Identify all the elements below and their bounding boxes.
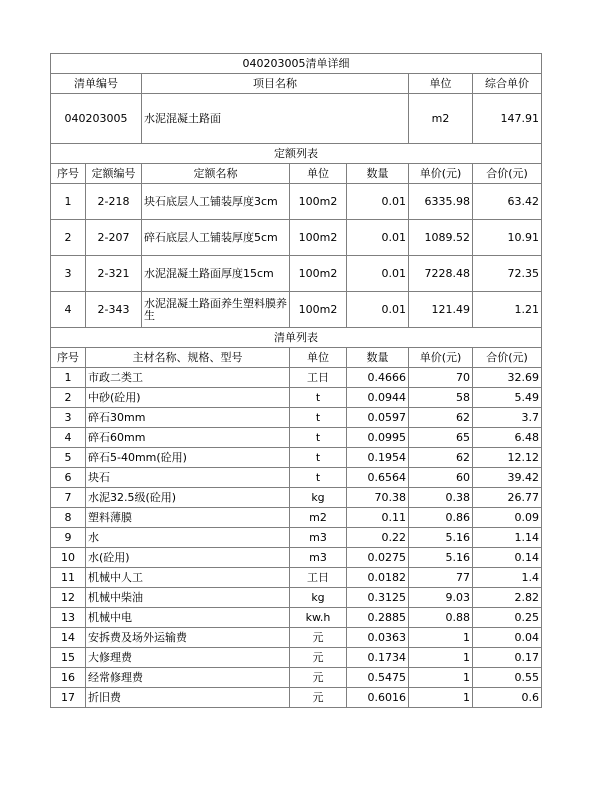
material-name: 安拆费及场外运输费 bbox=[86, 628, 290, 648]
material-qty: 0.11 bbox=[347, 508, 409, 528]
material-row bbox=[51, 608, 542, 628]
material-total: 32.69 bbox=[473, 368, 542, 388]
material-unit: 元 bbox=[290, 688, 347, 708]
quota-name: 块石底层人工铺装厚度3cm bbox=[142, 184, 290, 220]
material-name: 中砂(砼用) bbox=[86, 388, 290, 408]
bill-name: 水泥混凝土路面 bbox=[142, 94, 409, 144]
material-row bbox=[51, 388, 542, 408]
material-unit-price: 0.88 bbox=[409, 608, 473, 628]
material-total: 2.82 bbox=[473, 588, 542, 608]
material-unit-price: 0.38 bbox=[409, 488, 473, 508]
material-unit-price: 65 bbox=[409, 428, 473, 448]
quota-qty: 0.01 bbox=[347, 184, 409, 220]
material-total: 0.09 bbox=[473, 508, 542, 528]
material-unit: 元 bbox=[290, 648, 347, 668]
quota-unit-price: 7228.48 bbox=[409, 256, 473, 292]
quota-seq-header: 序号 bbox=[51, 164, 86, 184]
material-unit-price: 62 bbox=[409, 408, 473, 428]
material-seq-header: 序号 bbox=[51, 348, 86, 368]
material-unit-price: 58 bbox=[409, 388, 473, 408]
bill-price: 147.91 bbox=[473, 94, 542, 144]
material-qty: 0.6564 bbox=[347, 468, 409, 488]
material-row bbox=[51, 468, 542, 488]
quota-qty-header: 数量 bbox=[347, 164, 409, 184]
material-unit-price: 1 bbox=[409, 648, 473, 668]
material-name: 水泥32.5级(砼用) bbox=[86, 488, 290, 508]
quota-qty: 0.01 bbox=[347, 256, 409, 292]
material-section-title: 清单列表 bbox=[51, 328, 542, 348]
material-seq: 1 bbox=[51, 368, 86, 388]
material-seq: 9 bbox=[51, 528, 86, 548]
material-seq: 4 bbox=[51, 428, 86, 448]
material-unit-price: 60 bbox=[409, 468, 473, 488]
quota-qty: 0.01 bbox=[347, 220, 409, 256]
material-qty: 0.0275 bbox=[347, 548, 409, 568]
material-row bbox=[51, 428, 542, 448]
quota-code: 2-343 bbox=[86, 292, 142, 328]
quota-code: 2-321 bbox=[86, 256, 142, 292]
material-name: 水 bbox=[86, 528, 290, 548]
quota-unit-price: 1089.52 bbox=[409, 220, 473, 256]
quota-row bbox=[51, 256, 542, 292]
quota-total: 1.21 bbox=[473, 292, 542, 328]
material-unit-price: 0.86 bbox=[409, 508, 473, 528]
material-row bbox=[51, 508, 542, 528]
material-unit-price: 9.03 bbox=[409, 588, 473, 608]
material-qty: 0.22 bbox=[347, 528, 409, 548]
quota-name: 水泥混凝土路面养生塑料膜养生 bbox=[142, 292, 290, 328]
quota-name: 碎石底层人工铺装厚度5cm bbox=[142, 220, 290, 256]
material-qty: 0.1734 bbox=[347, 648, 409, 668]
material-name: 塑料薄膜 bbox=[86, 508, 290, 528]
material-total: 12.12 bbox=[473, 448, 542, 468]
title-row bbox=[51, 54, 542, 74]
material-total: 0.14 bbox=[473, 548, 542, 568]
material-unit: m3 bbox=[290, 528, 347, 548]
quota-seq: 1 bbox=[51, 184, 86, 220]
material-seq: 7 bbox=[51, 488, 86, 508]
material-unit: kg bbox=[290, 488, 347, 508]
material-qty: 0.2885 bbox=[347, 608, 409, 628]
quota-code-header: 定额编号 bbox=[86, 164, 142, 184]
material-unit: 元 bbox=[290, 628, 347, 648]
material-total: 1.14 bbox=[473, 528, 542, 548]
material-name: 碎石30mm bbox=[86, 408, 290, 428]
material-seq: 13 bbox=[51, 608, 86, 628]
quota-total: 63.42 bbox=[473, 184, 542, 220]
quota-code: 2-218 bbox=[86, 184, 142, 220]
material-seq: 3 bbox=[51, 408, 86, 428]
material-seq: 11 bbox=[51, 568, 86, 588]
sheet-title: 040203005清单详细 bbox=[51, 54, 542, 74]
material-total: 6.48 bbox=[473, 428, 542, 448]
material-row bbox=[51, 628, 542, 648]
material-row bbox=[51, 448, 542, 468]
material-unit: t bbox=[290, 408, 347, 428]
quota-row bbox=[51, 292, 542, 328]
material-name: 机械中柴油 bbox=[86, 588, 290, 608]
quota-unit: 100m2 bbox=[290, 220, 347, 256]
material-unit-price: 62 bbox=[409, 448, 473, 468]
material-unit-price: 5.16 bbox=[409, 528, 473, 548]
quota-row bbox=[51, 220, 542, 256]
bill-code-header: 清单编号 bbox=[51, 74, 142, 94]
material-qty: 0.0944 bbox=[347, 388, 409, 408]
material-total: 0.55 bbox=[473, 668, 542, 688]
material-qty: 0.0597 bbox=[347, 408, 409, 428]
material-qty: 0.0995 bbox=[347, 428, 409, 448]
bill-name-header: 项目名称 bbox=[142, 74, 409, 94]
material-unit: t bbox=[290, 428, 347, 448]
material-seq: 12 bbox=[51, 588, 86, 608]
material-total: 1.4 bbox=[473, 568, 542, 588]
material-name: 机械中电 bbox=[86, 608, 290, 628]
material-total-header: 合价(元) bbox=[473, 348, 542, 368]
material-unit-price-header: 单价(元) bbox=[409, 348, 473, 368]
bill-row bbox=[51, 94, 542, 144]
material-row bbox=[51, 528, 542, 548]
material-unit-header: 单位 bbox=[290, 348, 347, 368]
material-unit-price: 77 bbox=[409, 568, 473, 588]
material-total: 3.7 bbox=[473, 408, 542, 428]
material-name: 经常修理费 bbox=[86, 668, 290, 688]
bill-unit: m2 bbox=[409, 94, 473, 144]
material-qty-header: 数量 bbox=[347, 348, 409, 368]
quota-row bbox=[51, 184, 542, 220]
material-unit-price: 1 bbox=[409, 628, 473, 648]
material-seq: 8 bbox=[51, 508, 86, 528]
material-unit-price: 1 bbox=[409, 668, 473, 688]
material-qty: 0.1954 bbox=[347, 448, 409, 468]
quota-seq: 2 bbox=[51, 220, 86, 256]
quota-seq: 3 bbox=[51, 256, 86, 292]
material-qty: 0.5475 bbox=[347, 668, 409, 688]
quota-unit: 100m2 bbox=[290, 184, 347, 220]
material-name: 碎石5-40mm(砼用) bbox=[86, 448, 290, 468]
quota-total: 72.35 bbox=[473, 256, 542, 292]
material-unit: t bbox=[290, 468, 347, 488]
material-seq: 10 bbox=[51, 548, 86, 568]
material-header-row bbox=[51, 348, 542, 368]
material-name-header: 主材名称、规格、型号 bbox=[86, 348, 290, 368]
material-row bbox=[51, 668, 542, 688]
quota-seq: 4 bbox=[51, 292, 86, 328]
quota-unit: 100m2 bbox=[290, 256, 347, 292]
material-name: 折旧费 bbox=[86, 688, 290, 708]
material-unit: t bbox=[290, 448, 347, 468]
quota-unit: 100m2 bbox=[290, 292, 347, 328]
material-unit-price: 5.16 bbox=[409, 548, 473, 568]
quota-code: 2-207 bbox=[86, 220, 142, 256]
bill-detail-table bbox=[50, 53, 542, 708]
quota-header-row bbox=[51, 164, 542, 184]
material-name: 水(砼用) bbox=[86, 548, 290, 568]
material-seq: 15 bbox=[51, 648, 86, 668]
material-qty: 70.38 bbox=[347, 488, 409, 508]
material-unit: m2 bbox=[290, 508, 347, 528]
bill-price-header: 综合单价 bbox=[473, 74, 542, 94]
material-unit: 工日 bbox=[290, 568, 347, 588]
quota-name: 水泥混凝土路面厚度15cm bbox=[142, 256, 290, 292]
material-total: 0.25 bbox=[473, 608, 542, 628]
material-seq: 2 bbox=[51, 388, 86, 408]
material-total: 26.77 bbox=[473, 488, 542, 508]
material-total: 0.17 bbox=[473, 648, 542, 668]
material-row bbox=[51, 488, 542, 508]
material-row bbox=[51, 588, 542, 608]
quota-unit-price-header: 单价(元) bbox=[409, 164, 473, 184]
material-unit: 元 bbox=[290, 668, 347, 688]
material-row bbox=[51, 688, 542, 708]
material-seq: 5 bbox=[51, 448, 86, 468]
material-unit-price: 1 bbox=[409, 688, 473, 708]
material-total: 5.49 bbox=[473, 388, 542, 408]
material-row bbox=[51, 368, 542, 388]
material-unit: kg bbox=[290, 588, 347, 608]
material-section-row bbox=[51, 328, 542, 348]
material-unit: 工日 bbox=[290, 368, 347, 388]
material-seq: 17 bbox=[51, 688, 86, 708]
material-row bbox=[51, 568, 542, 588]
quota-unit-price: 6335.98 bbox=[409, 184, 473, 220]
material-row bbox=[51, 408, 542, 428]
material-unit-price: 70 bbox=[409, 368, 473, 388]
quota-unit-price: 121.49 bbox=[409, 292, 473, 328]
quota-section-row bbox=[51, 144, 542, 164]
material-qty: 0.6016 bbox=[347, 688, 409, 708]
material-total: 39.42 bbox=[473, 468, 542, 488]
bill-code: 040203005 bbox=[51, 94, 142, 144]
material-seq: 16 bbox=[51, 668, 86, 688]
material-qty: 0.4666 bbox=[347, 368, 409, 388]
bill-header-row bbox=[51, 74, 542, 94]
material-qty: 0.3125 bbox=[347, 588, 409, 608]
material-name: 机械中人工 bbox=[86, 568, 290, 588]
material-unit: t bbox=[290, 388, 347, 408]
quota-name-header: 定额名称 bbox=[142, 164, 290, 184]
quota-unit-header: 单位 bbox=[290, 164, 347, 184]
material-name: 市政二类工 bbox=[86, 368, 290, 388]
material-qty: 0.0182 bbox=[347, 568, 409, 588]
material-unit: m3 bbox=[290, 548, 347, 568]
material-total: 0.6 bbox=[473, 688, 542, 708]
material-unit: kw.h bbox=[290, 608, 347, 628]
material-name: 块石 bbox=[86, 468, 290, 488]
material-qty: 0.0363 bbox=[347, 628, 409, 648]
material-name: 大修理费 bbox=[86, 648, 290, 668]
material-name: 碎石60mm bbox=[86, 428, 290, 448]
material-seq: 14 bbox=[51, 628, 86, 648]
quota-total: 10.91 bbox=[473, 220, 542, 256]
material-seq: 6 bbox=[51, 468, 86, 488]
quota-total-header: 合价(元) bbox=[473, 164, 542, 184]
quota-section-title: 定额列表 bbox=[51, 144, 542, 164]
material-total: 0.04 bbox=[473, 628, 542, 648]
material-row bbox=[51, 548, 542, 568]
quota-qty: 0.01 bbox=[347, 292, 409, 328]
bill-unit-header: 单位 bbox=[409, 74, 473, 94]
material-row bbox=[51, 648, 542, 668]
